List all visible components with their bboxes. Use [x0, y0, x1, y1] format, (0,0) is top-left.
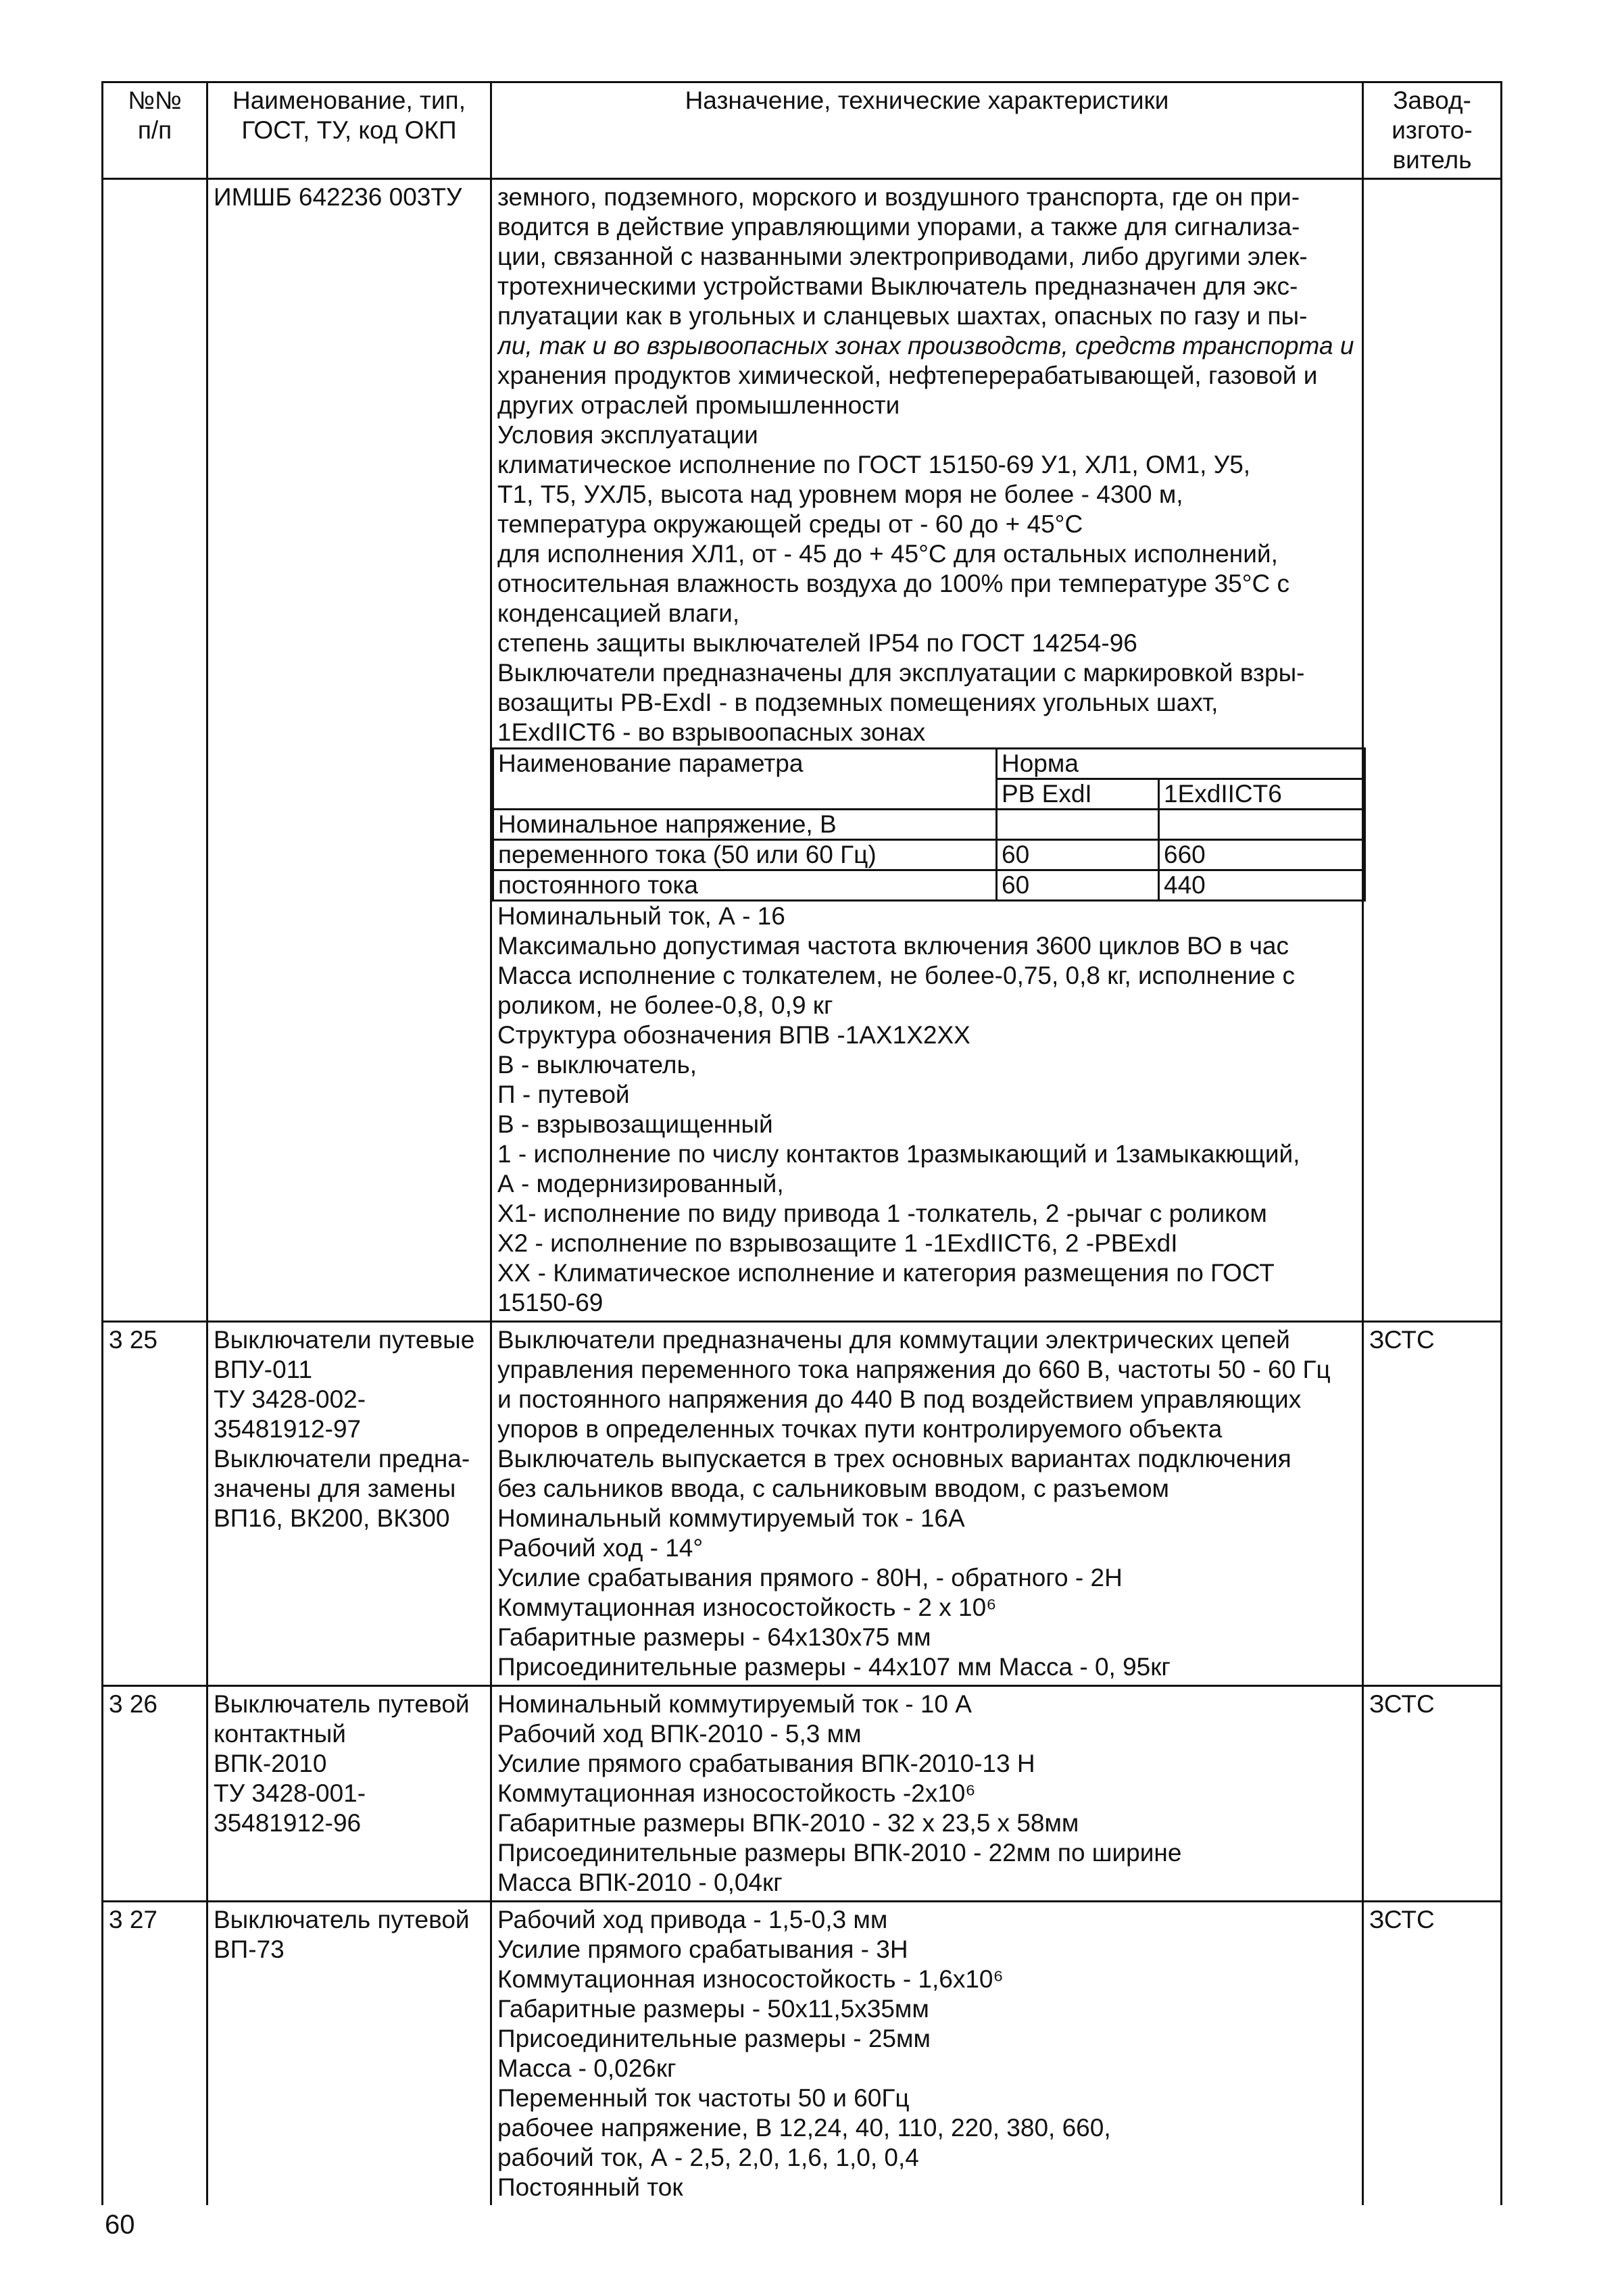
- params-header-row: [493, 749, 1365, 779]
- desc-line: водится в действие управляющими упорами, а также для сигнализа-: [497, 213, 1300, 241]
- desc-line: 15150-69: [497, 1289, 604, 1316]
- desc-line: конденсацией влаги,: [497, 599, 740, 627]
- desc-line: Рабочий ход привода - 1,5-0,3 мм: [497, 1906, 888, 1933]
- params-ex: [1159, 810, 1365, 840]
- header-name: [207, 82, 491, 179]
- desc-line: Выключатели предназначены для коммутации электрических цепей: [497, 1326, 1290, 1354]
- header-num-line: №№: [128, 87, 182, 114]
- row-maker: [1363, 179, 1502, 1322]
- header-purpose: [491, 82, 1363, 179]
- page-number: 60: [105, 2210, 135, 2240]
- row-name-line: ИМШБ 642236 003ТУ: [214, 183, 462, 211]
- parameters-table-wrap: [492, 747, 1362, 902]
- parameters-table: [492, 747, 1366, 902]
- row-maker: ЗСТС: [1363, 1902, 1502, 2206]
- desc-line: Выключатель выпускается в трех основных вариантах подключения: [497, 1445, 1291, 1473]
- params-rb: 60: [997, 840, 1159, 870]
- desc-line: степень защиты выключателей IP54 по ГОСТ 14254-96: [497, 629, 1137, 657]
- desc-line: упоров в определенных точках пути контролируемого объекта: [497, 1415, 1223, 1443]
- desc-line: Номинальный коммутируемый ток - 10 А: [497, 1690, 972, 1718]
- params-row: [493, 840, 1365, 870]
- desc-line: Т1, Т5, УХЛ5, высота над уровнем моря не более - 4300 м,: [497, 480, 1183, 508]
- desc-line: хранения продуктов химической, нефтеперерабатывающей, газовой и: [497, 362, 1318, 389]
- desc-line: Масса ВПК-2010 - 0,04кг: [497, 1869, 783, 1896]
- desc-line: Х1- исполнение по виду привода 1 -толкатель, 2 -рычаг с роликом: [497, 1200, 1267, 1227]
- row-name: [207, 179, 491, 1322]
- params-name: переменного тока (50 или 60 Гц): [493, 840, 997, 870]
- desc-line: рабочее напряжение, В 12,24, 40, 110, 220, 380, 660,: [497, 2114, 1111, 2142]
- row-name-line: Выключатели путевые: [214, 1326, 475, 1354]
- row-name: [207, 1686, 491, 1902]
- desc-line: Присоединительные размеры ВПК-2010 - 22мм по ширине: [497, 1839, 1182, 1867]
- row-name-line: 35481912-96: [214, 1809, 362, 1837]
- row-num: 3 27: [103, 1902, 207, 2206]
- table-header-row: [103, 82, 1502, 179]
- params-col-norm: Норма: [997, 749, 1365, 779]
- desc-line: земного, подземного, морского и воздушного транспорта, где он при-: [497, 183, 1300, 211]
- desc-line: Структура обозначения ВПВ -1АХ1Х2ХХ: [497, 1021, 970, 1049]
- desc-line: Номинальный ток, А - 16: [497, 902, 785, 930]
- row-maker: ЗСТС: [1363, 1686, 1502, 1902]
- desc-line: температура окружающей среды от - 60 до + 45°С: [497, 510, 1083, 538]
- row-name-line: 35481912-97: [214, 1415, 362, 1443]
- table-row: [103, 1322, 1502, 1686]
- row-num: 3 26: [103, 1686, 207, 1902]
- catalog-table: [101, 81, 1502, 2205]
- desc-line: Рабочий ход ВПК-2010 - 5,3 мм: [497, 1720, 862, 1748]
- table-row: [103, 179, 1502, 1322]
- row-name-line: Выключатель путевой: [214, 1906, 470, 1933]
- desc-line: Рабочий ход - 14°: [497, 1534, 704, 1562]
- params-ex: 660: [1159, 840, 1365, 870]
- desc-line: Номинальный коммутируемый ток - 16А: [497, 1504, 965, 1532]
- params-row: [493, 870, 1365, 901]
- params-row: [493, 810, 1365, 840]
- params-col-ex: 1ExdIICT6: [1159, 779, 1365, 810]
- desc-line: В - выключатель,: [497, 1051, 697, 1079]
- row-num: [103, 179, 207, 1322]
- desc-line: ли, так и во взрывоопасных зонах производств, средств транспорта и: [497, 332, 1354, 360]
- row-description: [491, 1322, 1363, 1686]
- desc-line: Габаритные размеры - 50х11,5х35мм: [497, 1995, 929, 2023]
- header-purpose-line: Назначение, технические характеристики: [685, 87, 1169, 114]
- row-name-line: ВП-73: [214, 1935, 285, 1963]
- desc-line: Коммутационная износостойкость -2х10⁶: [497, 1779, 976, 1807]
- desc-line: Коммутационная износостойкость - 1,6х10⁶: [497, 1965, 1004, 1993]
- desc-line: Коммутационная износостойкость - 2 х 10⁶: [497, 1594, 997, 1621]
- desc-line: Выключатели предназначены для эксплуатации с маркировкой взры-: [497, 659, 1305, 687]
- desc-line: для исполнения ХЛ1, от - 45 до + 45°С для остальных исполнений,: [497, 540, 1278, 568]
- header-num-line: п/п: [137, 116, 172, 144]
- desc-line: 1ExdIICT6 - во взрывоопасных зонах: [497, 718, 926, 746]
- row-name-line: ВП16, ВК200, ВК300: [214, 1504, 450, 1532]
- params-rb: [997, 810, 1159, 840]
- desc-line: относительная влажность воздуха до 100% при температуре 35°С с: [497, 570, 1290, 597]
- desc-line: Присоединительные размеры - 25мм: [497, 2025, 931, 2052]
- desc-line: Постоянный ток: [497, 2173, 683, 2201]
- params-col-rb: РВ ExdI: [997, 779, 1159, 810]
- desc-line: плуатации как в угольных и сланцевых шахтах, опасных по газу и пы-: [497, 302, 1308, 330]
- header-name-line: ГОСТ, ТУ, код ОКП: [241, 116, 457, 144]
- desc-line: Переменный ток частоты 50 и 60Гц: [497, 2084, 910, 2112]
- header-maker-line: Завод-: [1393, 87, 1471, 114]
- row-description: [491, 179, 1363, 1322]
- desc-line: Габаритные размеры - 64х130х75 мм: [497, 1623, 931, 1651]
- header-num: [103, 82, 207, 179]
- desc-line: Максимально допустимая частота включения 3600 циклов ВО в час: [497, 932, 1289, 960]
- desc-line: В - взрывозащищенный: [497, 1110, 773, 1138]
- desc-line: Усилие прямого срабатывания ВПК-2010-13 Н: [497, 1750, 1035, 1777]
- row-description: [491, 1902, 1363, 2206]
- params-col-name: Наименование параметра: [493, 749, 997, 810]
- desc-line: Присоединительные размеры - 44х107 мм Масса - 0, 95кг: [497, 1653, 1171, 1681]
- row-name-line: Выключатель путевой: [214, 1690, 470, 1718]
- row-name-line: значены для замены: [214, 1475, 456, 1502]
- row-name-line: ВПУ-011: [214, 1356, 313, 1383]
- desc-line: и постоянного напряжения до 440 В под воздействием управляющих: [497, 1385, 1302, 1413]
- desc-line: ции, связанной с названными электроприводами, либо другими элек-: [497, 243, 1308, 270]
- row-name: [207, 1902, 491, 2206]
- row-description: [491, 1686, 1363, 1902]
- table-row: [103, 1686, 1502, 1902]
- desc-line: П - путевой: [497, 1081, 630, 1108]
- desc-line: управления переменного тока напряжения до 660 В, частоты 50 - 60 Гц: [497, 1356, 1331, 1383]
- table-row: [103, 1902, 1502, 2206]
- row-num: 3 25: [103, 1322, 207, 1686]
- header-name-line: Наименование, тип,: [232, 87, 466, 114]
- header-maker-line: витель: [1392, 146, 1472, 174]
- header-maker-line: изгото-: [1392, 116, 1473, 144]
- row-name: [207, 1322, 491, 1686]
- desc-line: ХХ - Климатическое исполнение и категория размещения по ГОСТ: [497, 1259, 1275, 1287]
- desc-line: Х2 - исполнение по взрывозащите 1 -1ExdIICT6, 2 -PBExdI: [497, 1229, 1178, 1257]
- desc-line: Габаритные размеры ВПК-2010 - 32 х 23,5 х 58мм: [497, 1809, 1079, 1837]
- params-name: постоянного тока: [493, 870, 997, 901]
- row-name-line: контактный: [214, 1720, 346, 1748]
- row-name-line: ВПК-2010: [214, 1750, 327, 1777]
- desc-line: Масса исполнение с толкателем, не более-0,75, 0,8 кг, исполнение с: [497, 962, 1296, 989]
- row-name-line: Выключатели предна-: [214, 1445, 470, 1473]
- desc-line: роликом, не более-0,8, 0,9 кг: [497, 991, 833, 1019]
- desc-line: климатическое исполнение по ГОСТ 15150-69 У1, ХЛ1, ОМ1, У5,: [497, 451, 1251, 478]
- params-rb: 60: [997, 870, 1159, 901]
- row-maker: ЗСТС: [1363, 1322, 1502, 1686]
- desc-line: возащиты РВ-ExdI - в подземных помещениях угольных шахт,: [497, 689, 1219, 716]
- desc-line: Усилие прямого срабатывания - 3Н: [497, 1935, 908, 1963]
- desc-line: 1 - исполнение по числу контактов 1размыкающий и 1замыкакющий,: [497, 1140, 1300, 1168]
- desc-line: без сальников ввода, с сальниковым вводом, с разъемом: [497, 1475, 1169, 1502]
- params-name: Номинальное напряжение, В: [493, 810, 997, 840]
- desc-line: тротехническими устройствами Выключатель предназначен для экс-: [497, 272, 1298, 300]
- row-name-line: ТУ 3428-001-: [214, 1779, 366, 1807]
- desc-line: рабочий ток, А - 2,5, 2,0, 1,6, 1,0, 0,4: [497, 2144, 919, 2171]
- header-maker: [1363, 82, 1502, 179]
- desc-line: Усилие срабатывания прямого - 80Н, - обратного - 2Н: [497, 1564, 1123, 1591]
- desc-line: А - модернизированный,: [497, 1170, 784, 1198]
- params-ex: 440: [1159, 870, 1365, 901]
- desc-line: других отраслей промышленности: [497, 391, 900, 419]
- desc-line: Условия эксплуатации: [497, 421, 758, 449]
- desc-line: Масса - 0,026кг: [497, 2054, 676, 2082]
- row-name-line: ТУ 3428-002-: [214, 1385, 366, 1413]
